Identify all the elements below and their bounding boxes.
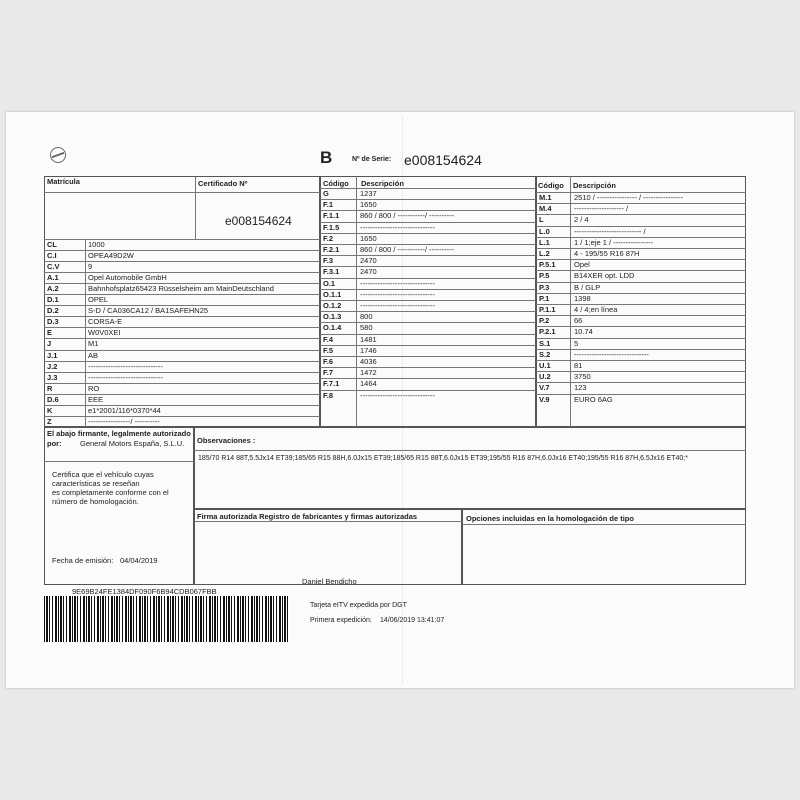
row-code: A.1 <box>47 273 59 283</box>
observaciones-box <box>194 427 746 509</box>
row-divider <box>320 266 536 267</box>
row-value: -----------------/ ---------- <box>88 416 160 426</box>
row-divider <box>320 345 536 346</box>
row-value: EURO 6AG <box>574 394 613 404</box>
row-divider <box>44 327 320 328</box>
tarjeta-line: Tarjeta eITV expedida por DGT <box>310 602 407 609</box>
opel-logo-icon <box>50 147 66 163</box>
row-divider <box>44 361 320 362</box>
row-value: AB <box>88 350 99 360</box>
firmante-value: General Motors España, S.L.U. <box>80 439 185 448</box>
row-value: W0V0XEI <box>88 328 121 338</box>
row-value: 123 <box>574 383 587 393</box>
row-code: P.1 <box>539 293 550 303</box>
row-code: F.2.1 <box>323 245 340 254</box>
row-code: C.I <box>47 251 57 261</box>
serie-value: e008154624 <box>404 152 482 168</box>
row-value: 1 / 1;eje 1 / ---------------- <box>574 237 654 247</box>
row-code: F.3.1 <box>323 267 340 277</box>
row-code: M.4 <box>539 204 552 214</box>
certifica-line1: Certifica que el vehículo cuyas <box>52 470 154 479</box>
row-value: ------------------------------ <box>360 278 435 288</box>
mid-descripcion-label: Descripción <box>361 179 404 188</box>
row-divider <box>536 203 746 204</box>
row-divider <box>536 293 746 294</box>
row-code: R <box>47 383 53 393</box>
row-code: D.1 <box>47 295 59 305</box>
row-divider <box>44 394 320 395</box>
row-value: 66 <box>574 316 583 326</box>
observaciones-text: 185/70 R14 88T,5.5Jx14 ET39;185/65 R15 88H,6.0Jx15 ET39;185/65 R15 88T,6.0Jx15 ET39;195/55 R16 87H,6.0Jx16 ET40;195/55 R16 87H,6.5Jx16 ET40;* <box>198 455 688 462</box>
row-value: 1650 <box>360 200 377 210</box>
row-value: 1398 <box>574 293 591 303</box>
row-value: 860 / 800 / -----------/ ---------- <box>360 245 455 254</box>
row-value: 1650 <box>360 233 377 243</box>
certificado-label: Certificado Nº <box>198 179 248 188</box>
row-value: 2470 <box>360 256 377 266</box>
row-code: O.1.1 <box>323 289 342 299</box>
row-divider <box>536 259 746 260</box>
row-code: F.3 <box>323 256 334 266</box>
row-code: V.9 <box>539 394 550 404</box>
document-letter: B <box>320 148 333 167</box>
row-value: RO <box>88 383 100 393</box>
row-value: --------------------------- / <box>574 226 646 236</box>
row-divider <box>536 315 746 316</box>
row-value: EEE <box>88 394 104 404</box>
row-divider <box>320 311 536 312</box>
row-value: 1746 <box>360 345 377 355</box>
matricula-label: Matrícula <box>47 177 80 186</box>
row-code: F.1.5 <box>323 222 340 232</box>
primera-label: Primera expedición: <box>310 617 372 624</box>
row-value: 2 / 4 <box>574 215 589 225</box>
row-code: O.1.4 <box>323 323 342 333</box>
row-code: U.1 <box>539 361 551 370</box>
row-code: L.1 <box>539 237 550 247</box>
row-value: 81 <box>574 361 583 370</box>
row-code: F.1.1 <box>323 211 340 221</box>
row-value: 4 / 4;en línea <box>574 305 618 314</box>
row-code: F.7 <box>323 368 334 378</box>
row-divider <box>536 248 746 249</box>
row-code: P.1.1 <box>539 305 556 314</box>
row-divider <box>44 261 320 262</box>
row-divider <box>536 214 746 215</box>
row-code: M.1 <box>539 193 552 202</box>
row-code: P.5.1 <box>539 260 556 270</box>
row-divider <box>320 356 536 357</box>
row-divider <box>536 270 746 271</box>
row-divider <box>44 383 320 384</box>
certificado-value: e008154624 <box>225 214 292 228</box>
row-code: D.3 <box>47 317 59 327</box>
row-value: 580 <box>360 323 373 333</box>
row-value: 10.74 <box>574 327 593 337</box>
row-code: V.7 <box>539 383 550 393</box>
row-code: J.2 <box>47 361 58 371</box>
row-code: F.1 <box>323 200 334 210</box>
primera-value: 14/06/2019 13:41:07 <box>380 617 445 624</box>
row-code: P.2 <box>539 316 550 326</box>
serie-label: Nº de Serie: <box>352 156 392 163</box>
row-code: Z <box>47 416 52 426</box>
row-value: 1481 <box>360 334 377 344</box>
row-value: B / GLP <box>574 282 601 292</box>
row-divider <box>320 378 536 379</box>
row-code: O.1.3 <box>323 312 342 322</box>
row-value: 4036 <box>360 357 377 366</box>
firma-label: Firma autorizada Registro de fabricantes y firmas autorizadas <box>197 512 418 521</box>
row-code: L.2 <box>539 249 550 258</box>
row-divider <box>44 250 320 251</box>
row-value: B14XER opt. LDD <box>574 271 635 281</box>
mid-codigo-label: Código <box>323 179 349 188</box>
row-divider <box>44 416 320 417</box>
barcode-text: 9E69B24FE1384DF090F6B94CDB067FBB <box>72 587 217 596</box>
right-descripcion-label: Descripción <box>573 181 616 190</box>
row-divider <box>536 394 746 395</box>
row-divider <box>44 338 320 339</box>
row-code: CL <box>47 240 57 249</box>
row-divider <box>320 233 536 234</box>
row-value: 2470 <box>360 267 377 277</box>
row-code: J.3 <box>47 372 58 382</box>
row-code: O.1 <box>323 278 336 288</box>
row-code: K <box>47 405 53 415</box>
row-value: -------------------- / <box>574 204 629 214</box>
row-value: 5 <box>574 338 579 348</box>
certifica-line2: características se reseñan <box>52 479 140 488</box>
row-code: F.2 <box>323 233 334 243</box>
right-codigo-label: Código <box>538 181 564 190</box>
row-value: 1464 <box>360 379 377 389</box>
row-value: e1*2001/116*0370*44 <box>88 405 161 415</box>
row-code: F.4 <box>323 334 334 344</box>
row-divider <box>536 371 746 372</box>
row-divider <box>320 255 536 256</box>
row-code: J <box>47 339 52 349</box>
row-divider <box>536 360 746 361</box>
row-code: J.1 <box>47 350 58 360</box>
row-value: Opel Automobile GmbH <box>88 273 167 283</box>
row-value: Bahnhofsplatz65423 Rüsselsheim am MainDeutschland <box>88 284 274 294</box>
row-value: ------------------------------ <box>360 289 435 299</box>
row-value: ------------------------------ <box>360 390 435 400</box>
row-value: 1237 <box>360 189 377 198</box>
certifica-line4: número de homologación. <box>52 497 139 506</box>
row-value: M1 <box>88 339 99 349</box>
row-divider <box>320 334 536 335</box>
row-value: 860 / 800 / -----------/ ---------- <box>360 211 455 221</box>
certifica-line3: es completamente conforme con el <box>52 488 169 497</box>
row-divider <box>536 304 746 305</box>
firmante-label: El abajo firmante, legalmente autorizado por: <box>47 429 191 448</box>
row-divider <box>536 382 746 383</box>
row-value: 4 - 195/55 R16 87H <box>574 249 640 258</box>
row-code: P.2.1 <box>539 327 556 337</box>
row-value: S-D / CA036CA12 / BA1SAFEHN25 <box>88 306 209 316</box>
row-divider <box>44 294 320 295</box>
row-code: C.V <box>47 262 60 272</box>
row-divider <box>44 350 320 351</box>
row-value: CORSA-E <box>88 317 123 327</box>
row-value: OPEL <box>88 295 109 305</box>
row-value: OPEA49D2W <box>88 251 134 261</box>
row-code: S.1 <box>539 338 551 348</box>
row-value: 1000 <box>88 240 105 249</box>
row-divider <box>320 367 536 368</box>
row-value: ------------------------------ <box>574 349 649 359</box>
opciones-label: Opciones incluidas en la homologación de tipo <box>466 514 634 523</box>
row-code: G <box>323 189 329 198</box>
row-divider <box>320 199 536 200</box>
row-code: F.6 <box>323 357 334 366</box>
row-value: 2510 / ---------------- / ---------------- <box>574 193 684 202</box>
row-value: 1472 <box>360 368 377 378</box>
row-code: D.2 <box>47 306 59 316</box>
row-code: L.0 <box>539 226 550 236</box>
row-divider <box>536 282 746 283</box>
row-divider <box>44 405 320 406</box>
row-code: O.1.2 <box>323 301 342 310</box>
row-value: Opel <box>574 260 590 270</box>
fecha-label: Fecha de emisión: <box>52 556 114 565</box>
row-code: L <box>539 215 544 225</box>
row-value: ------------------------------ <box>88 361 163 371</box>
barcode-image <box>44 596 289 642</box>
row-divider <box>320 188 536 189</box>
row-code: P.5 <box>539 271 550 281</box>
row-code: F.8 <box>323 390 334 400</box>
row-divider <box>320 322 536 323</box>
row-value: ------------------------------ <box>360 301 435 310</box>
row-divider <box>536 326 746 327</box>
row-value: 3750 <box>574 372 591 382</box>
row-value: 800 <box>360 312 373 322</box>
row-value: ------------------------------ <box>88 372 163 382</box>
row-code: F.7.1 <box>323 379 340 389</box>
row-code: A.2 <box>47 284 59 294</box>
row-value: 9 <box>88 262 93 272</box>
row-code: D.6 <box>47 394 59 404</box>
row-divider <box>44 372 320 373</box>
row-divider <box>536 338 746 339</box>
row-value: ------------------------------ <box>360 222 435 232</box>
row-divider <box>44 239 320 240</box>
firma-name: Daniel Bendicho <box>302 577 357 586</box>
row-divider <box>44 316 320 317</box>
row-code: E <box>47 328 53 338</box>
row-divider <box>44 272 320 273</box>
row-code: F.5 <box>323 345 334 355</box>
observaciones-label: Observaciones : <box>197 436 256 445</box>
fecha-value: 04/04/2019 <box>120 556 158 565</box>
row-code: P.3 <box>539 282 550 292</box>
row-code: U.2 <box>539 372 551 382</box>
row-code: S.2 <box>539 349 551 359</box>
